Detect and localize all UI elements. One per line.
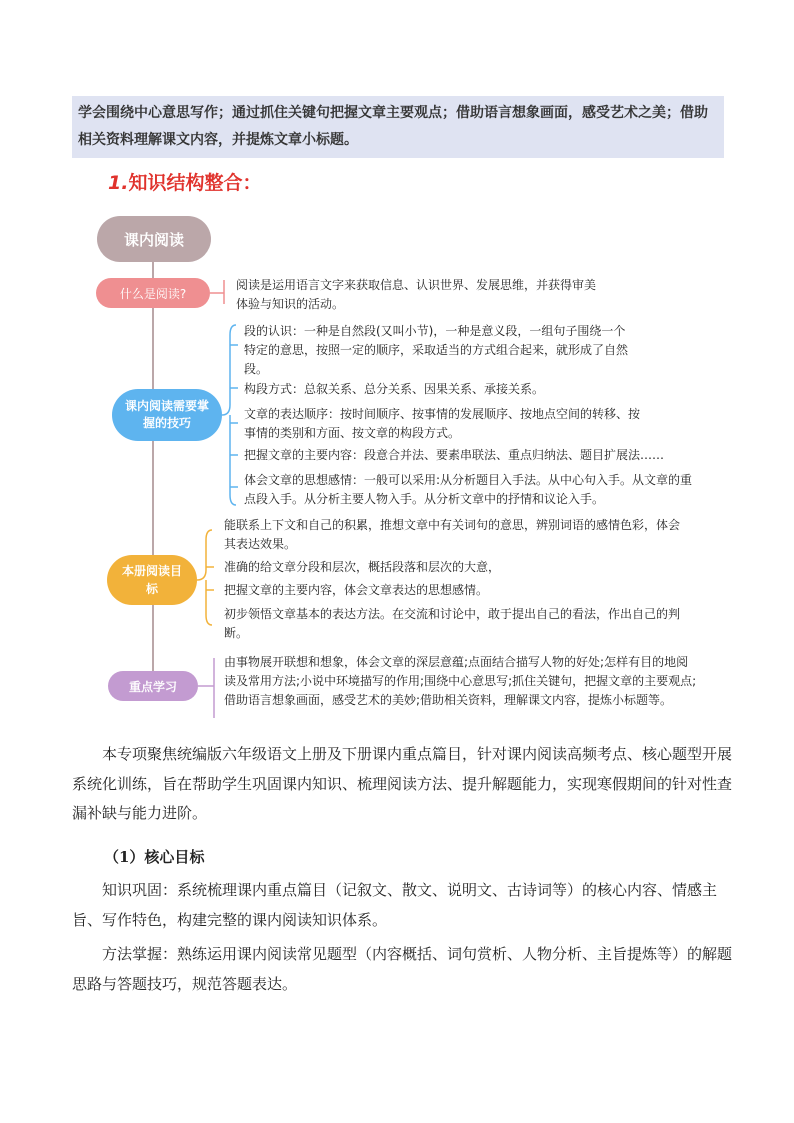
goals-label: 本册阅读目标 (121, 564, 182, 596)
goals-item-3: 把握文章的主要内容，体会文章表达的思想感情。 (224, 583, 489, 597)
mindmap-root-node (97, 216, 211, 262)
goals-item-4: 初步领悟文章基本的表达方法。在交流和讨论中，敢于提出自己的看法，作出自己的判断。 (224, 607, 681, 640)
skills-item-1: 段的认识：一种是自然段(又叫小节)，一种是意义段，一组句子围绕一个特定的意思，按照一定的顺序，采取适当的方式组合起来，就形成了自然段。 (244, 324, 629, 376)
key-learning-node (108, 671, 198, 701)
reading-skills-node (112, 389, 222, 441)
goals-item-1: 能联系上下文和自己的积累，推想文章中有关词句的意思，辨别词语的感情色彩，体会其表达效果。 (224, 518, 681, 551)
focus-connector (198, 658, 214, 718)
focus-description: 由事物展开联想和想象，体会文章的深层意蕴;点面结合描写人物的好处;怎样有目的地阅读及常用方法;小说中环境描写的作用;围绕中心意思写;抓住关键句，把握文章的主要观点;借助语言想象画面，感受艺术的美妙;借助相关资料，理解课文内容，提炼小标题等。 (224, 655, 697, 707)
root-label: 课内阅读 (123, 230, 184, 249)
skills-item-5: 体会文章的思想感情：一般可以采用:从分析题目入手法。从中心句入手。从文章的重点段入手。从分析主要人物入手。从分析文章中的抒情和议论入手。 (244, 473, 693, 506)
goals-bracket (197, 530, 212, 625)
section-number: 1. (108, 172, 129, 194)
what-label: 什么是阅读? (119, 286, 187, 301)
goals-item-2: 准确的给文章分段和层次，概括段落和层次的大意， (224, 560, 501, 574)
skills-label: 课内阅读需要掌握的技巧 (124, 399, 209, 430)
learning-objectives-text: 学会围绕中心意思写作；通过抓住关键句把握文章主要观点；借助语言想象画面，感受艺术之美；借助相关资料理解课文内容，并提炼文章小标题。 (78, 105, 708, 148)
knowledge-paragraph: 知识巩固：系统梳理课内重点篇目（记叙文、散文、说明文、古诗词等）的核心内容、情感主旨、写作特色，构建完整的课内阅读知识体系。 (72, 881, 718, 929)
section-label: 知识结构整合： (128, 172, 262, 194)
skills-item-3: 文章的表达顺序：按时间顺序、按事情的发展顺序、按地点空间的转移、按事情的类别和方面、按文章的构段方式。 (244, 407, 641, 440)
skills-item-2: 构段方式：总叙关系、总分关系、因果关系、承接关系。 (244, 382, 545, 396)
book-reading-goals-node (107, 555, 197, 605)
focus-label: 重点学习 (128, 679, 177, 694)
skills-bracket (222, 325, 236, 505)
skills-item-4: 把握文章的主要内容：段意合并法、要素串联法、重点归纳法、题目扩展法…… (244, 448, 665, 462)
what-connector (210, 280, 224, 304)
what-description: 阅读是运用语言文字来获取信息、认识世界、发展思维，并获得审美体验与知识的活动。 (236, 278, 597, 311)
what-is-reading-node (96, 278, 210, 308)
intro-paragraph: 本专项聚焦统编版六年级语文上册及下册课内重点篇目，针对课内阅读高频考点、核心题型开展系统化训练，旨在帮助学生巩固课内知识、梳理阅读方法、提升解题能力，实现寒假期间的针对性查漏补缺与能力进阶。 (72, 745, 733, 822)
core-goal-heading: （1）核心目标 (104, 848, 205, 866)
method-paragraph: 方法掌握：熟练运用课内阅读常见题型（内容概括、词句赏析、人物分析、主旨提炼等）的解题思路与答题技巧，规范答题表达。 (72, 945, 733, 993)
